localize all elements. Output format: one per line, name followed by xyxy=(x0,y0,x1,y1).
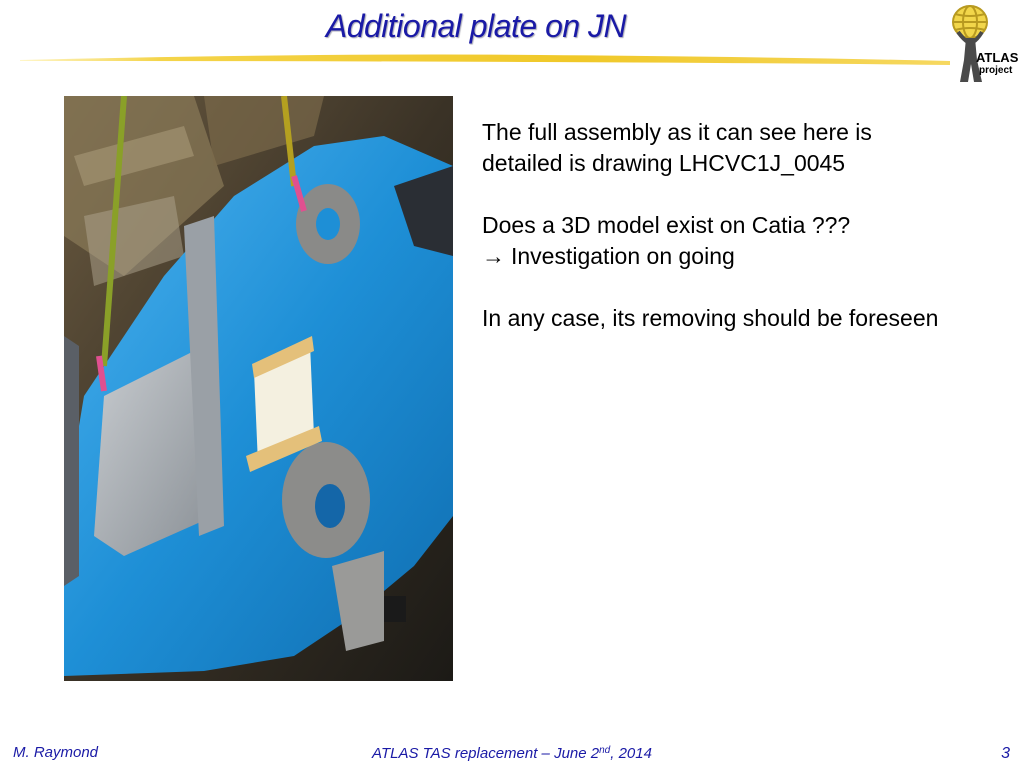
footer-center-sup: nd xyxy=(599,745,611,756)
right-arrow-icon: → xyxy=(482,243,505,269)
body-line-3: Does a 3D model exist on Catia ??? xyxy=(482,212,851,238)
page-number: 3 xyxy=(1001,745,1010,762)
footer-author: M. Raymond xyxy=(13,744,99,761)
assembly-photo xyxy=(64,96,453,681)
logo-word-atlas: ATLAS xyxy=(976,50,1019,65)
body-line-4 xyxy=(482,241,1012,272)
slide-title: Additional plate on JN xyxy=(325,8,627,44)
slide-body xyxy=(482,117,1012,334)
body-line-5: In any case, its removing should be foreseen xyxy=(482,305,939,331)
body-line-2: detailed is drawing LHCVC1J_0045 xyxy=(482,150,846,176)
footer-center-before: ATLAS TAS replacement – June 2 xyxy=(372,745,600,762)
footer-center xyxy=(0,745,1024,762)
title-underline-swoosh xyxy=(20,48,950,70)
footer-center-after: , 2014 xyxy=(610,745,652,762)
atlas-logo xyxy=(944,2,1020,86)
body-line-4-text: Investigation on going xyxy=(511,243,735,269)
body-line-1: The full assembly as it can see here is xyxy=(482,119,872,145)
logo-word-project: project xyxy=(979,65,1013,76)
